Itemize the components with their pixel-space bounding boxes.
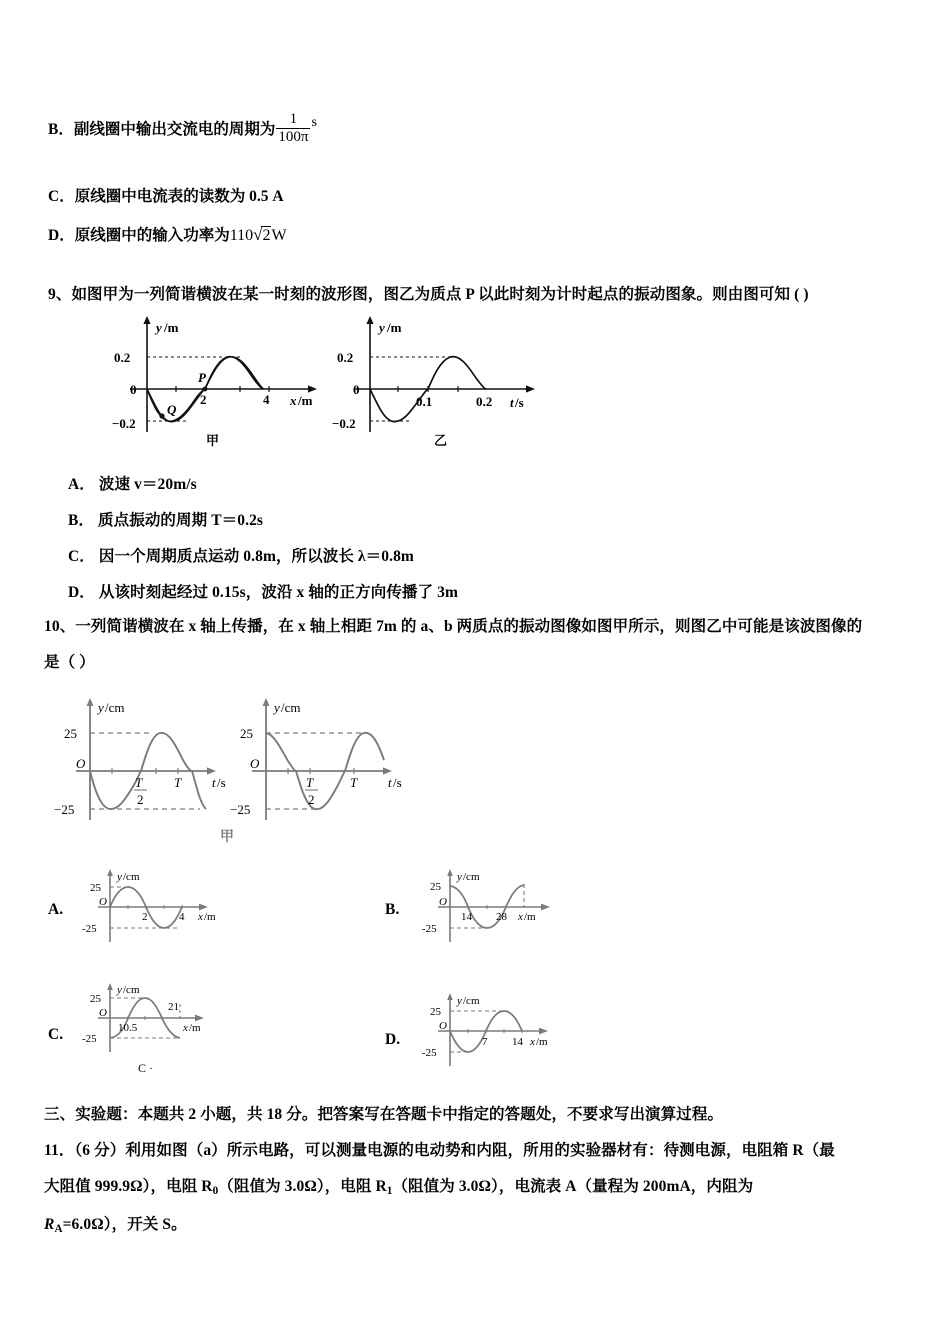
- svg-text:x: x: [290, 393, 297, 408]
- q10-figure-jia-graph-a: [52, 692, 242, 832]
- svg-text:25: 25: [90, 882, 101, 894]
- svg-text:2: 2: [308, 792, 315, 807]
- q9-option-c: [68, 542, 414, 572]
- q11-resistor1-subscript: 1: [386, 1185, 393, 1198]
- formula-coefficient: 110: [229, 227, 254, 244]
- svg-text:O: O: [439, 896, 447, 908]
- svg-text:25: 25: [430, 881, 441, 893]
- q10-option-d-label: D.: [385, 1031, 401, 1048]
- q9-option-c-label: C．: [68, 548, 95, 565]
- svg-text:甲: 甲: [206, 433, 220, 447]
- q9-figure-yi: [330, 312, 565, 447]
- q9-option-d: [68, 578, 458, 608]
- svg-text:14: 14: [512, 1036, 523, 1048]
- q10-option-a-figure: [80, 866, 260, 948]
- svg-text:x: x: [530, 1036, 535, 1048]
- svg-text:25: 25: [90, 993, 101, 1005]
- svg-text:乙: 乙: [434, 433, 448, 447]
- svg-text:y: y: [117, 871, 122, 883]
- svg-text:/m: /m: [189, 1022, 201, 1034]
- svg-text:0.2: 0.2: [337, 350, 354, 365]
- svg-text:25: 25: [240, 726, 253, 741]
- option-b-label: B．: [48, 121, 74, 138]
- svg-text:0: 0: [130, 382, 137, 397]
- svg-text:x: x: [198, 911, 203, 923]
- option-d-text: 原线圈中的输入功率为: [74, 227, 230, 244]
- q10-figure-jia-caption: 甲: [220, 830, 234, 845]
- q10-figure-jia-graph-b: [228, 692, 418, 832]
- svg-text:O: O: [99, 1007, 107, 1019]
- svg-text:/cm: /cm: [463, 871, 480, 883]
- svg-text:t: t: [388, 775, 392, 790]
- q9-option-b-text: 质点振动的周期 T＝0.2s: [98, 512, 264, 529]
- option-c-text: 原线圈中电流表的读数为 0.5 A: [74, 188, 284, 205]
- svg-text:0.2: 0.2: [114, 350, 131, 365]
- q9-option-c-text: 因一个周期质点运动 0.8m，所以波长 λ＝0.8m: [98, 548, 414, 565]
- q10-option-c-figure: [80, 978, 265, 1078]
- svg-text:/s: /s: [515, 395, 524, 410]
- svg-text:/m: /m: [298, 393, 313, 408]
- svg-text:/cm: /cm: [105, 700, 125, 715]
- svg-text:P: P: [198, 370, 206, 385]
- svg-text:4: 4: [263, 392, 270, 407]
- svg-text:−25: −25: [230, 802, 251, 817]
- option-b-q8: [48, 112, 317, 146]
- svg-text:7: 7: [482, 1036, 488, 1048]
- svg-text:-25: -25: [82, 1033, 97, 1045]
- q9-option-a: [68, 470, 197, 500]
- fraction-numerator: 1: [276, 112, 310, 129]
- svg-text:21: 21: [168, 1001, 179, 1013]
- q10-option-d-figure: [420, 990, 610, 1080]
- option-d-label: D．: [48, 227, 75, 244]
- radical-sign: √: [253, 225, 263, 244]
- svg-text:y: y: [379, 320, 385, 335]
- svg-text:O: O: [250, 756, 260, 771]
- svg-text:14: 14: [461, 911, 472, 923]
- q11-line2-part-b: （阻值为 3.0Ω），电阻 R: [218, 1178, 387, 1195]
- svg-text:x: x: [518, 911, 523, 923]
- q10-option-c-label: C.: [48, 1026, 64, 1043]
- q11-line2-part-a: 大阻值 999.9Ω），电阻 R: [44, 1178, 213, 1195]
- svg-text:y: y: [117, 984, 122, 996]
- option-b-text: 副线圈中输出交流电的周期为: [73, 121, 276, 138]
- svg-text:x: x: [183, 1022, 188, 1034]
- svg-text:/cm: /cm: [281, 700, 301, 715]
- fraction-denominator: 100π: [278, 128, 309, 145]
- svg-text:/m: /m: [387, 320, 402, 335]
- svg-text:O: O: [76, 756, 86, 771]
- svg-text:-25: -25: [82, 923, 97, 935]
- svg-text:2: 2: [200, 392, 207, 407]
- q9-option-a-label: A．: [68, 476, 95, 493]
- svg-text:O: O: [439, 1020, 447, 1032]
- q10-option-b-figure: [420, 866, 605, 948]
- power-unit: W: [271, 227, 287, 244]
- svg-text:/cm: /cm: [123, 871, 140, 883]
- svg-text:T: T: [306, 775, 314, 790]
- q11-resistor0-subscript: 0: [212, 1185, 219, 1198]
- svg-text:/m: /m: [536, 1036, 548, 1048]
- q11-line3-rest: =6.0Ω），开关 S。: [62, 1216, 187, 1233]
- svg-text:−25: −25: [54, 802, 75, 817]
- svg-text:T: T: [135, 775, 143, 790]
- svg-text:Q: Q: [167, 402, 177, 417]
- section-3-heading: 三、实验题：本题共 2 小题，共 18 分。把答案写在答题卡中指定的答题处，不要求写出演算过程。: [44, 1106, 724, 1123]
- q9-figure-jia: [112, 312, 342, 447]
- question-11-line1: 11．（6 分）利用如图（a）所示电路，可以测量电源的电动势和内阻，所用的实验器材有：待测电源，电阻箱 R（最: [44, 1142, 835, 1159]
- svg-text:10.5: 10.5: [118, 1022, 138, 1034]
- svg-text:O: O: [99, 896, 107, 908]
- svg-text:T: T: [350, 775, 358, 790]
- period-unit: s: [311, 115, 317, 131]
- q9-option-d-text: 从该时刻起经过 0.15s，波沿 x 轴的正方向传播了 3m: [98, 584, 458, 601]
- option-d-q8: [48, 222, 287, 248]
- svg-text:2: 2: [142, 911, 148, 923]
- svg-text:y: y: [156, 320, 162, 335]
- option-c-label: C．: [48, 188, 75, 205]
- question-10-stem-line2: 是（ ）: [44, 654, 95, 671]
- svg-text:−0.2: −0.2: [332, 416, 356, 431]
- svg-text:y: y: [98, 700, 104, 715]
- svg-text:0: 0: [353, 382, 360, 397]
- power-formula: [230, 227, 287, 244]
- q9-option-b-label: B．: [68, 512, 95, 529]
- svg-text:y: y: [457, 995, 462, 1007]
- q11-ammeter-subscript: A: [54, 1223, 63, 1236]
- svg-text:y: y: [274, 700, 280, 715]
- svg-text:T: T: [174, 775, 182, 790]
- svg-text:t: t: [212, 775, 216, 790]
- period-fraction: [276, 112, 310, 146]
- q10-option-b-label: B.: [385, 901, 400, 918]
- svg-text:0.1: 0.1: [416, 394, 433, 409]
- question-10-stem-line1: 10、一列简谐横波在 x 轴上传播，在 x 轴上相距 7m 的 a、b 两质点的振动图像如图甲所示，则图乙中可能是该波图像的: [44, 618, 863, 635]
- q9-option-b: [68, 506, 263, 536]
- q9-option-a-text: 波速 v＝20m/s: [98, 476, 197, 493]
- svg-text:25: 25: [64, 726, 77, 741]
- svg-text:t: t: [510, 395, 514, 410]
- q9-option-d-label: D．: [68, 584, 95, 601]
- svg-text:C ·: C ·: [138, 1061, 153, 1075]
- svg-text:/m: /m: [524, 911, 536, 923]
- radicand: 2: [262, 227, 271, 244]
- q10-option-a-label: A.: [48, 901, 64, 918]
- option-c-q8: [48, 185, 284, 208]
- svg-text:/m: /m: [204, 911, 216, 923]
- svg-text:y: y: [457, 871, 462, 883]
- question-9-stem: 9、如图甲为一列简谐横波在某一时刻的波形图，图乙为质点 P 以此时刻为计时起点的振动图象。则由图可知 ( ): [48, 286, 809, 303]
- q11-line2-part-c: （阻值为 3.0Ω），电流表 A（量程为 200mA，内阻为: [392, 1178, 754, 1195]
- svg-text:2: 2: [137, 792, 144, 807]
- svg-text:28: 28: [496, 911, 507, 923]
- svg-text:/s: /s: [393, 775, 402, 790]
- svg-text:/cm: /cm: [463, 995, 480, 1007]
- svg-text:/cm: /cm: [123, 984, 140, 996]
- svg-text:0.2: 0.2: [476, 394, 493, 409]
- svg-text:25: 25: [430, 1006, 441, 1018]
- svg-text:4: 4: [179, 911, 185, 923]
- svg-text:/m: /m: [164, 320, 179, 335]
- q11-ammeter-resistance-symbol: R: [44, 1216, 55, 1233]
- svg-text:-25: -25: [422, 923, 437, 935]
- question-11-line3: [44, 1210, 187, 1241]
- svg-text:/s: /s: [217, 775, 226, 790]
- question-11-line2: [44, 1172, 934, 1203]
- svg-text:-25: -25: [422, 1047, 437, 1059]
- svg-text:−0.2: −0.2: [112, 416, 136, 431]
